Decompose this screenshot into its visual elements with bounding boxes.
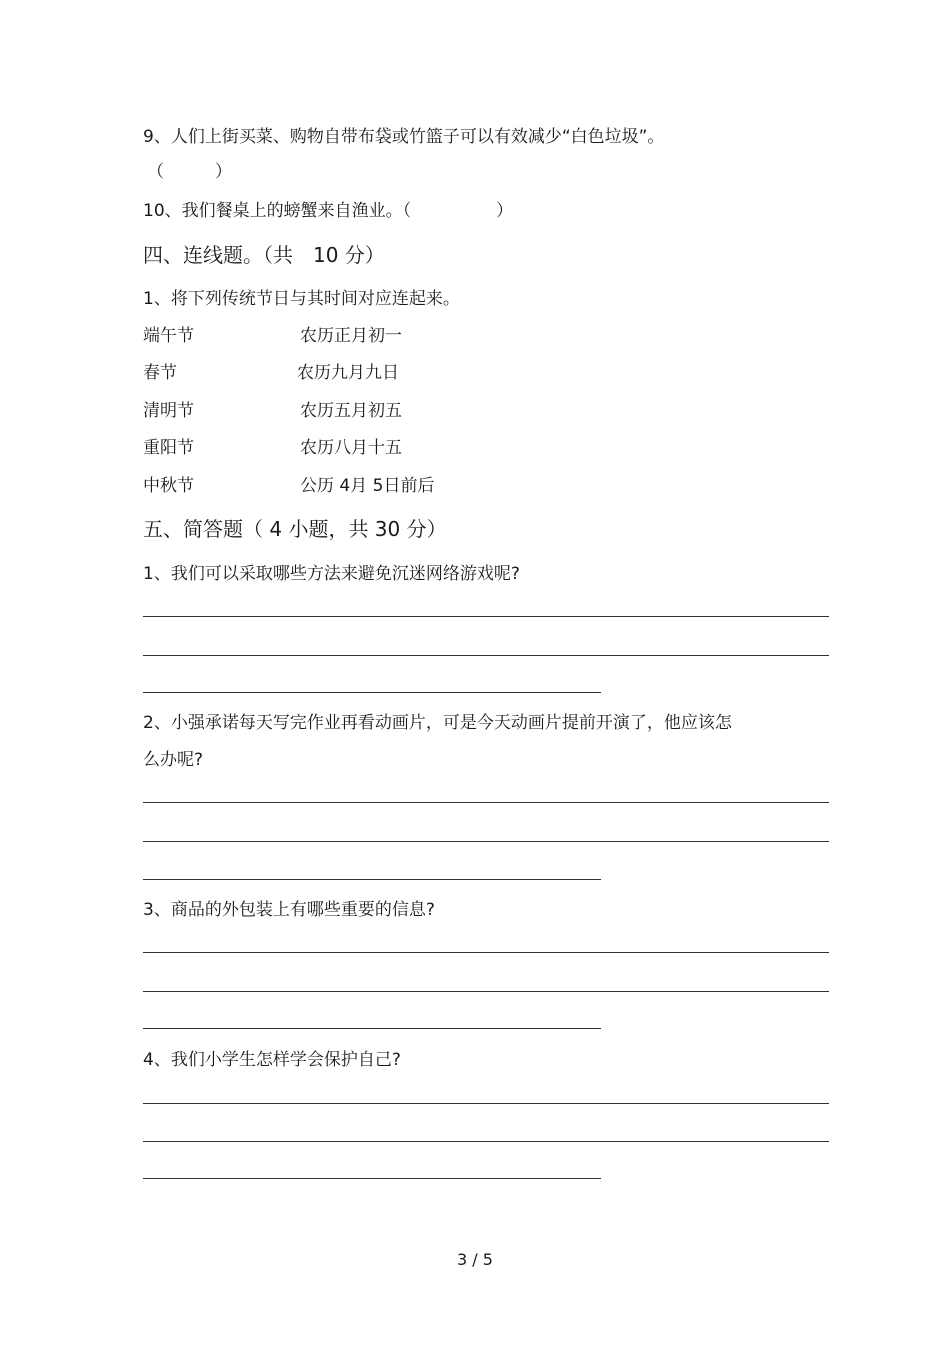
short-answer-question-1: 1、我们可以采取哪些方法来避免沉迷网络游戏呢? — [143, 564, 520, 584]
date-item: 农历九月九日 — [297, 363, 399, 383]
festival-item: 端午节 — [143, 326, 194, 346]
answer-line[interactable] — [143, 879, 601, 880]
festival-item: 春节 — [143, 363, 177, 383]
answer-line[interactable] — [143, 991, 829, 992]
answer-line[interactable] — [143, 841, 829, 842]
question-9: 9、人们上街买菜、购物自带布袋或竹篮子可以有效减少“白色垃圾”。 — [143, 127, 665, 147]
answer-line[interactable] — [143, 802, 829, 803]
festival-item: 重阳节 — [143, 438, 194, 458]
date-item: 公历 4月 5日前后 — [300, 476, 435, 496]
date-item: 农历正月初一 — [300, 326, 402, 346]
answer-line[interactable] — [143, 616, 829, 617]
short-answer-question-3: 3、商品的外包装上有哪些重要的信息? — [143, 900, 435, 920]
answer-line[interactable] — [143, 692, 601, 693]
festival-item: 清明节 — [143, 401, 194, 421]
answer-line[interactable] — [143, 655, 829, 656]
date-item: 农历五月初五 — [300, 401, 402, 421]
answer-line[interactable] — [143, 1103, 829, 1104]
section-4-heading: 四、连线题。（共 10 分） — [143, 243, 385, 267]
short-answer-question-2: 2、小强承诺每天写完作业再看动画片，可是今天动画片提前开演了，他应该怎 — [143, 713, 732, 733]
answer-line[interactable] — [143, 1141, 829, 1142]
page-number: 3 / 5 — [457, 1250, 493, 1269]
festival-item: 中秋节 — [143, 476, 194, 496]
section-5-heading: 五、简答题（ 4 小题，共 30 分） — [143, 517, 447, 541]
answer-line[interactable] — [143, 1028, 601, 1029]
matching-instruction: 1、将下列传统节日与其时间对应连起来。 — [143, 289, 460, 309]
short-answer-question-2-cont: 么办呢? — [143, 750, 204, 770]
question-10: 10、我们餐桌上的螃蟹来自渔业。（ ） — [143, 201, 514, 221]
answer-line[interactable] — [143, 1178, 601, 1179]
date-item: 农历八月十五 — [300, 438, 402, 458]
short-answer-question-4: 4、我们小学生怎样学会保护自己? — [143, 1050, 401, 1070]
answer-line[interactable] — [143, 952, 829, 953]
answer-paren-9: （ ） — [147, 162, 232, 182]
